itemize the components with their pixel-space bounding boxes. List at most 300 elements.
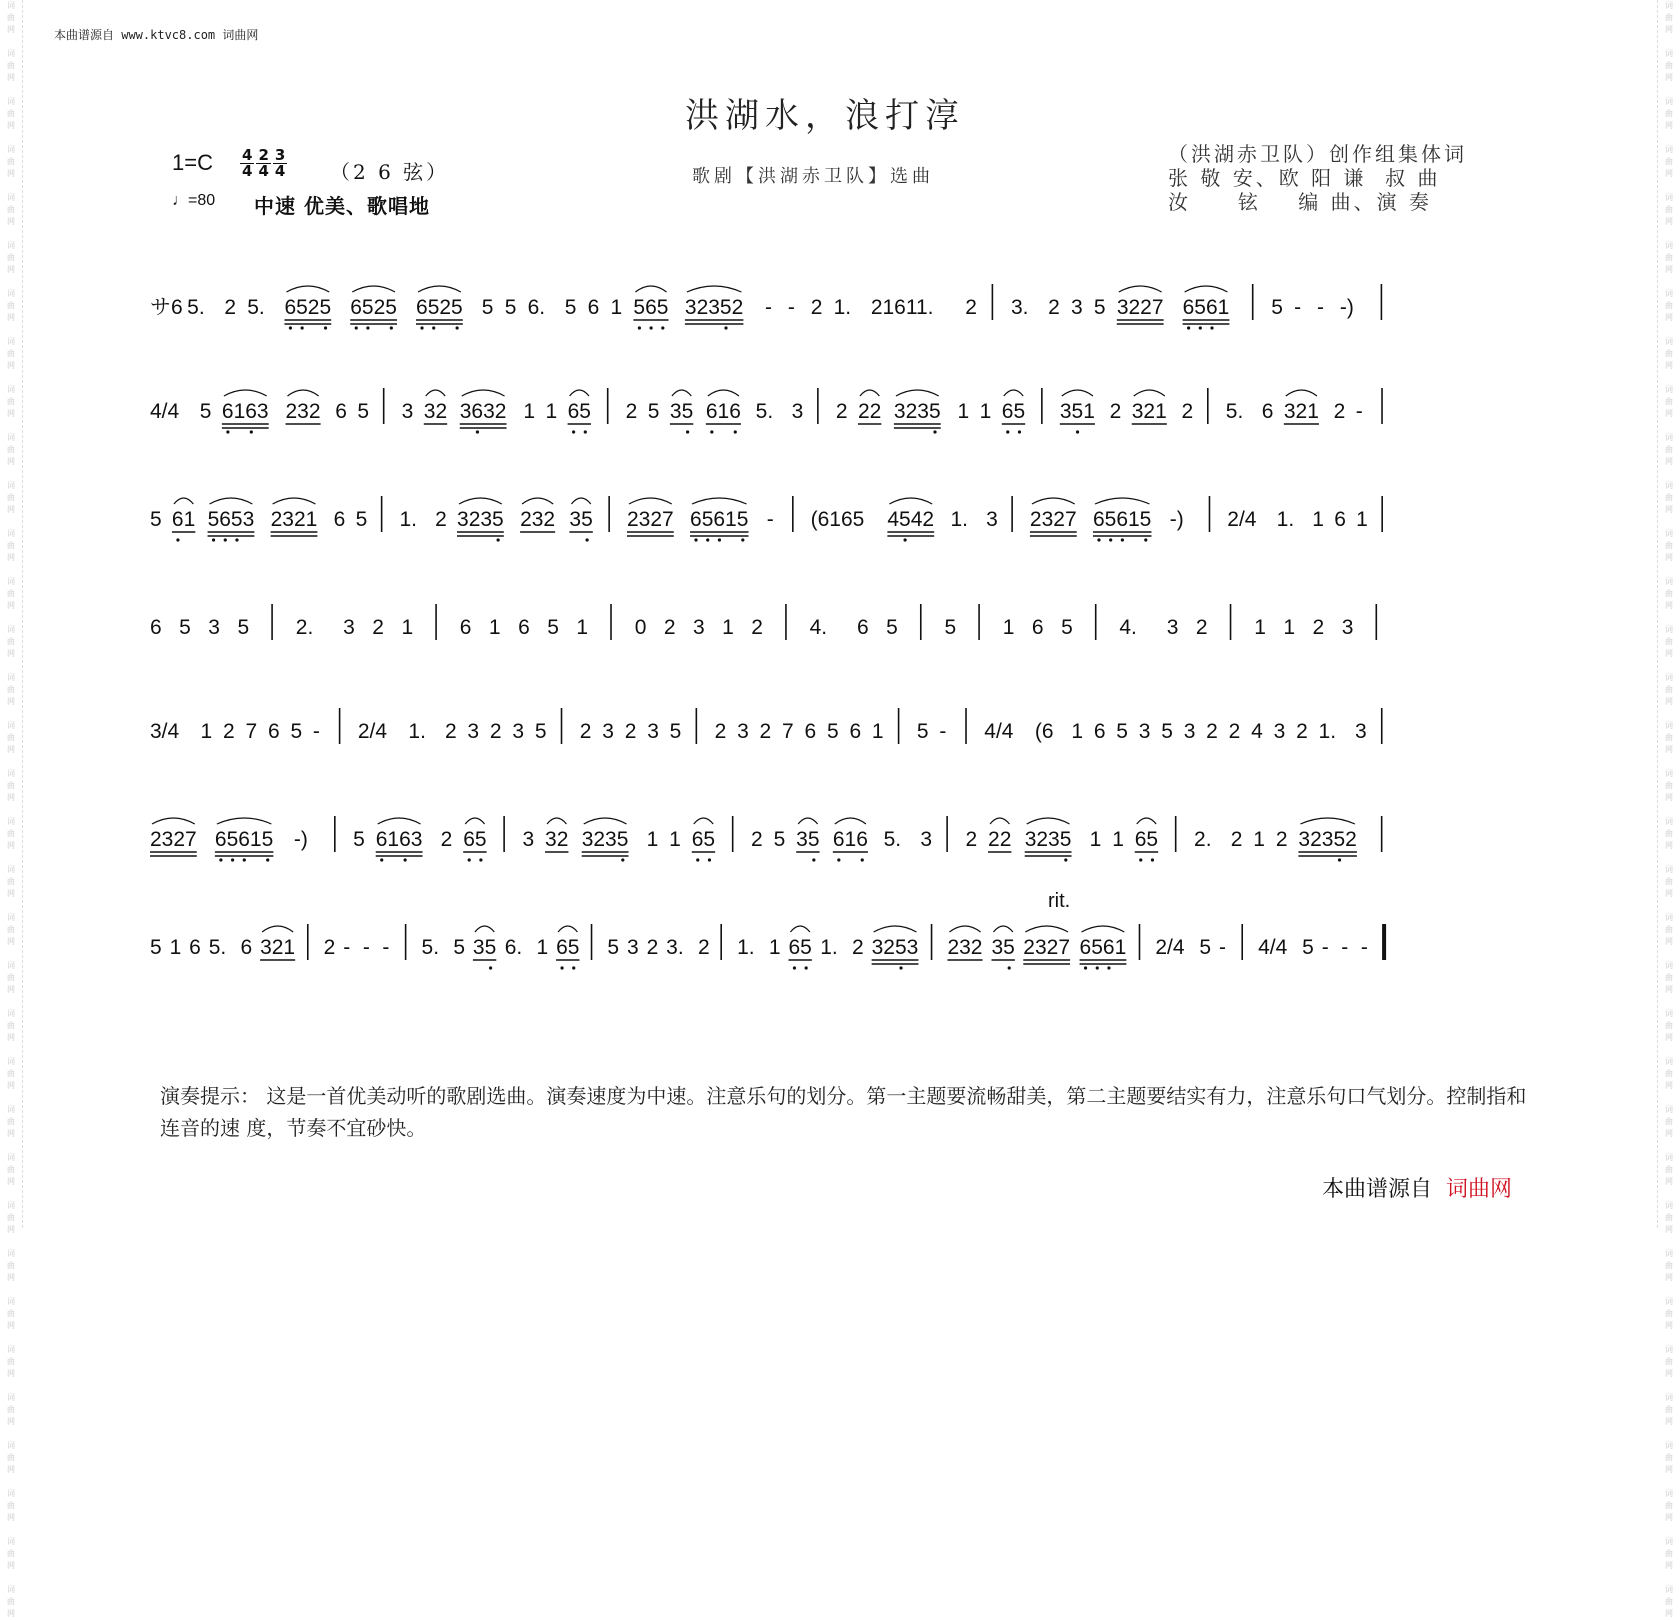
- slur: [635, 286, 666, 292]
- slur: [672, 390, 691, 396]
- note-group: 1: [610, 296, 623, 319]
- octave-dot: [650, 326, 653, 329]
- note-group: 4542: [887, 508, 935, 531]
- octave-dot: [456, 326, 459, 329]
- note-group: 5: [1161, 720, 1173, 743]
- note-group: 2: [624, 720, 637, 743]
- octave-dot: [1109, 538, 1112, 541]
- slur: [1095, 498, 1150, 504]
- octave-dot: [899, 966, 902, 969]
- note-group: -): [1169, 508, 1184, 531]
- octave-dot: [1097, 538, 1100, 541]
- note-group: (6: [1034, 720, 1054, 743]
- note-group: 6.: [504, 936, 523, 959]
- note-group: 232: [947, 936, 983, 959]
- note-group: 3: [401, 400, 414, 423]
- octave-dot: [741, 538, 744, 541]
- note-group: 5: [773, 828, 786, 851]
- note-group: 2.: [295, 616, 314, 639]
- note-group: -: [1218, 936, 1226, 959]
- octave-dot: [243, 858, 246, 861]
- note-group: 5: [1116, 720, 1128, 743]
- note-group: 35: [472, 936, 497, 959]
- note-group: 1: [536, 936, 549, 959]
- note-group: -: [1341, 936, 1349, 959]
- source-footer-label: 本曲谱源自: [1321, 1177, 1432, 1202]
- octave-dot: [1107, 966, 1110, 969]
- string-tuning: （2 6 弦）: [330, 160, 450, 184]
- slur: [475, 926, 494, 932]
- note-group: 2/4: [1227, 508, 1257, 531]
- note-group: 5.: [187, 296, 205, 319]
- note-group: 232: [520, 508, 556, 531]
- octave-dot: [1008, 966, 1011, 969]
- note-group: 2321: [270, 508, 318, 531]
- note-group: 2: [1195, 616, 1208, 639]
- slur: [896, 390, 939, 396]
- slur: [694, 818, 713, 824]
- octave-dot: [694, 538, 697, 541]
- note-group: 1.: [1276, 508, 1295, 531]
- note-group: 1: [1002, 616, 1015, 639]
- meter-2: $\frac{2}{4}$: [258, 146, 269, 180]
- octave-dot: [497, 538, 500, 541]
- note-group: 6: [333, 508, 346, 531]
- note-group: 2: [810, 296, 823, 319]
- octave-dot: [231, 858, 234, 861]
- note-group: 1: [1254, 616, 1266, 639]
- note-group: 6525: [350, 296, 397, 319]
- slur: [152, 818, 195, 824]
- credits: [1168, 142, 1467, 214]
- right-watermark-strip: 词 曲 网 词 曲 网 词 曲 网 词 曲 网 词 曲 网 词 曲 网 词 曲 网 词 曲 网 词 曲 网 词 曲 网 词 曲 网 词 曲 网 词 曲 网 词 曲 网 词 曲 网 词 曲 网 词 曲 网 词 曲 网 词 曲 网 词 曲 网 词 曲 网 词 曲 网 词 曲 网 词 曲 网 词 曲 网 词 曲 网 词 曲 网 词 曲 网 词 曲 网 词 曲 网 词 曲 网 词 曲 网 词 曲 网 词 曲 网: [1657, 0, 1680, 1228]
- slur: [522, 498, 553, 504]
- note-group: 1: [1089, 828, 1102, 851]
- octave-dot: [638, 326, 641, 329]
- slur: [465, 818, 484, 824]
- source-header: 本曲谱源自 www.ktvc8.com 词曲网: [54, 28, 259, 42]
- octave-dot: [212, 538, 215, 541]
- credit-composer: 张 敬 安、欧 阳 谦 叔 曲: [1168, 166, 1441, 190]
- note-group: 6561: [1182, 296, 1230, 319]
- note-group: 2/4: [1155, 936, 1185, 959]
- slur: [1300, 818, 1355, 824]
- note-group: -: [312, 720, 320, 743]
- octave-dot: [1187, 326, 1190, 329]
- octave-dot: [289, 326, 292, 329]
- note-group: 61: [171, 508, 196, 531]
- slur: [1137, 818, 1156, 824]
- note-group: 6: [518, 616, 530, 639]
- octave-dot: [837, 858, 840, 861]
- slur: [860, 390, 879, 396]
- octave-dot: [219, 858, 222, 861]
- note-group: -): [293, 828, 308, 851]
- note-group: 1: [1283, 616, 1296, 639]
- note-group: -: [787, 296, 795, 319]
- note-group: 2: [1048, 296, 1060, 319]
- note-group: 5: [607, 936, 620, 959]
- note-group: 6: [1093, 720, 1106, 743]
- note-group: 3: [602, 720, 614, 743]
- note-group: 2: [852, 936, 864, 959]
- note-group: 35: [669, 400, 694, 423]
- note-group: 2327: [150, 828, 197, 851]
- note-group: 65: [1134, 828, 1159, 851]
- note-group: 1: [957, 400, 970, 423]
- note-group: 7: [245, 720, 258, 743]
- octave-dot: [724, 326, 727, 329]
- octave-dot: [718, 538, 721, 541]
- note-group: 2: [751, 616, 763, 639]
- opera-subtitle: 歌剧【洪湖赤卫队】选曲: [692, 166, 934, 187]
- octave-dot: [903, 538, 906, 541]
- note-group: 4/4: [1258, 936, 1288, 959]
- note-group: 2: [714, 720, 727, 743]
- octave-dot: [706, 538, 709, 541]
- note-group: 6561: [1079, 936, 1127, 959]
- song-title: 洪湖水，浪打淳: [685, 96, 965, 136]
- slur: [629, 498, 672, 504]
- octave-dot: [933, 430, 936, 433]
- note-group: 65: [556, 936, 580, 959]
- note-group: 1: [1253, 828, 1265, 851]
- note-group: 32: [423, 400, 448, 423]
- octave-dot: [586, 538, 589, 541]
- ritardando-mark: rit.: [1048, 890, 1071, 912]
- slur: [790, 926, 809, 932]
- octave-dot: [324, 326, 327, 329]
- note-group: 3: [467, 720, 480, 743]
- note-group: 3: [1138, 720, 1151, 743]
- octave-dot: [710, 430, 713, 433]
- note-group: 6: [240, 936, 253, 959]
- note-group: 7: [782, 720, 794, 743]
- note-group: -: [1294, 296, 1302, 319]
- note-group: 1: [871, 720, 884, 743]
- note-group: 3/4: [150, 720, 180, 743]
- note-group: 5: [1061, 616, 1073, 639]
- expression-mark: 中速 优美、歌唱地: [254, 194, 430, 218]
- note-group: 2: [663, 616, 676, 639]
- note-group: 5.: [208, 936, 227, 959]
- slur: [1082, 926, 1125, 932]
- note-group: 2: [435, 508, 447, 531]
- note-group: 0: [634, 616, 647, 639]
- score-line: [0, 400, 1680, 423]
- octave-dot: [266, 858, 269, 861]
- note-group: 65615: [690, 508, 749, 531]
- slur: [708, 390, 739, 396]
- slur: [1185, 286, 1228, 292]
- note-group: 2: [323, 936, 336, 959]
- note-group: 1.: [950, 508, 968, 531]
- note-group: 5: [481, 296, 494, 319]
- note-group: 616: [705, 400, 741, 423]
- note-group: 2.: [1194, 828, 1212, 851]
- octave-dot: [176, 538, 179, 541]
- note-group: -: [764, 296, 772, 319]
- note-group: 3: [1273, 720, 1286, 743]
- credit-arranger: 汝 铉 编 曲、演 奏: [1168, 190, 1432, 214]
- note-group: 5653: [207, 508, 255, 531]
- note-group: 5: [1093, 296, 1106, 319]
- note-group: 5.: [1225, 400, 1244, 423]
- note-group: 1.: [820, 936, 838, 959]
- slur: [558, 926, 577, 932]
- octave-dot: [479, 858, 482, 861]
- note-group: 6: [459, 616, 472, 639]
- slur: [990, 818, 1009, 824]
- note-group: 65: [691, 828, 716, 851]
- note-group: 1: [488, 616, 501, 639]
- note-group: 65: [1001, 400, 1026, 423]
- note-group: 3235: [457, 508, 504, 531]
- note-group: 22: [988, 828, 1012, 851]
- note-group: 5: [647, 400, 660, 423]
- note-group: 3: [647, 720, 659, 743]
- note-group: 35: [796, 828, 820, 851]
- slur: [1062, 390, 1093, 396]
- note-group: 2: [372, 616, 384, 639]
- slur: [687, 286, 742, 292]
- note-group: 3632: [459, 400, 507, 423]
- note-group: 5.: [247, 296, 265, 319]
- score-line: [0, 508, 1680, 531]
- note-group: 5: [547, 616, 559, 639]
- octave-dot: [235, 538, 238, 541]
- note-group: 2: [1275, 828, 1288, 851]
- slur: [210, 498, 253, 504]
- slur: [288, 390, 319, 396]
- octave-dot: [734, 430, 737, 433]
- octave-dot: [1064, 858, 1067, 861]
- note-group: 2: [489, 720, 502, 743]
- slur: [547, 818, 566, 824]
- octave-dot: [1096, 966, 1099, 969]
- note-group: 1: [401, 616, 414, 639]
- note-group: 6: [1334, 508, 1346, 531]
- note-group: 1: [1112, 828, 1124, 851]
- octave-dot: [224, 538, 227, 541]
- octave-dot: [420, 326, 423, 329]
- note-group: 2: [751, 828, 763, 851]
- slur: [798, 818, 817, 824]
- score-line: [0, 296, 1680, 319]
- octave-dot: [861, 858, 864, 861]
- note-group: 6163: [221, 400, 269, 423]
- octave-dot: [1084, 966, 1087, 969]
- note-group: 1: [200, 720, 213, 743]
- note-group: (6165: [810, 508, 865, 531]
- note-group: 1: [576, 616, 589, 639]
- octave-dot: [489, 966, 492, 969]
- score-line: [0, 720, 1680, 743]
- note-group: 4.: [1119, 616, 1137, 639]
- note-group: 3235: [893, 400, 941, 423]
- note-group: 5: [150, 936, 162, 959]
- source-footer-site: 词曲网: [1445, 1177, 1512, 1202]
- note-group: 6: [804, 720, 817, 743]
- slur: [835, 818, 866, 824]
- note-group: -: [766, 508, 774, 531]
- note-group: 2: [579, 720, 592, 743]
- note-group: 3: [627, 936, 639, 959]
- note-group: -: [1321, 936, 1329, 959]
- note-group: 5: [504, 296, 517, 319]
- slur: [459, 498, 502, 504]
- note-group: 4.: [809, 616, 828, 639]
- note-group: 1: [1312, 508, 1324, 531]
- note-group: 5.: [421, 936, 440, 959]
- octave-dot: [1144, 538, 1147, 541]
- octave-dot: [661, 326, 664, 329]
- note-group: 2: [224, 296, 237, 319]
- note-group: 2: [625, 400, 638, 423]
- note-group: 1: [1356, 508, 1368, 531]
- slur: [571, 498, 590, 504]
- note-group: 1: [722, 616, 734, 639]
- note-group: 1: [1071, 720, 1084, 743]
- octave-dot: [1199, 326, 1202, 329]
- note-group: 616: [832, 828, 868, 851]
- note-group: 22: [857, 400, 882, 423]
- note-group: 3: [791, 400, 804, 423]
- left-watermark-strip: 词 曲 网 词 曲 网 词 曲 网 词 曲 网 词 曲 网 词 曲 网 词 曲 网 词 曲 网 词 曲 网 词 曲 网 词 曲 网 词 曲 网 词 曲 网 词 曲 网 词 曲 网 词 曲 网 词 曲 网 词 曲 网 词 曲 网 词 曲 网 词 曲 网 词 曲 网 词 曲 网 词 曲 网 词 曲 网 词 曲 网 词 曲 网 词 曲 网 词 曲 网 词 曲 网 词 曲 网 词 曲 网 词 曲 网 词 曲 网: [0, 0, 23, 1228]
- note-group: 1.: [1318, 720, 1337, 743]
- note-group: 2: [1109, 400, 1122, 423]
- octave-dot: [805, 966, 808, 969]
- note-group: 3: [693, 616, 705, 639]
- note-group: 5: [564, 296, 577, 319]
- slur: [262, 926, 293, 932]
- note-group: 6525: [284, 296, 332, 319]
- note-group: 3: [920, 828, 933, 851]
- note-group: 321: [1131, 400, 1167, 423]
- note-group: 6.: [527, 296, 546, 319]
- note-group: 32: [545, 828, 569, 851]
- note-group: 1.: [399, 508, 417, 531]
- octave-dot: [696, 858, 699, 861]
- note-group: -: [343, 936, 351, 959]
- note-group: 1.: [737, 936, 755, 959]
- note-group: 232: [285, 400, 321, 423]
- octave-dot: [793, 966, 796, 969]
- note-group: 2: [1230, 828, 1243, 851]
- slur: [993, 926, 1012, 932]
- slur: [352, 286, 395, 292]
- octave-dot: [584, 430, 587, 433]
- note-group: -: [1360, 936, 1368, 959]
- credit-lyrics: （洪湖赤卫队）创作组集体词: [1168, 142, 1467, 166]
- note-group: 2327: [1029, 508, 1077, 531]
- octave-dot: [366, 326, 369, 329]
- octave-dot: [250, 430, 253, 433]
- note-group: 4/4: [150, 400, 180, 423]
- octave-dot: [432, 326, 435, 329]
- note-group: 4: [1251, 720, 1263, 743]
- note-group: 2: [835, 400, 848, 423]
- note-group: 6: [1031, 616, 1044, 639]
- note-group: 5: [916, 720, 929, 743]
- octave-dot: [686, 430, 689, 433]
- note-group: 1.: [408, 720, 426, 743]
- note-group: 5: [453, 936, 466, 959]
- note-group: 5.: [755, 400, 774, 423]
- note-group: 6: [856, 616, 869, 639]
- performance-notes: 演奏提示： 这是一首优美动听的歌剧选曲。演奏速度为中速。注意乐句的划分。第一主题要流畅甜美，第二主题要结实有力，注意乐句口气划分。控制指和连音的速 度，节奏不宜砂快。: [160, 1084, 1527, 1140]
- slur: [1004, 390, 1023, 396]
- note-group: 2: [223, 720, 235, 743]
- slur: [949, 926, 980, 932]
- note-group: 6: [335, 400, 347, 423]
- note-group: 5: [944, 616, 957, 639]
- octave-dot: [390, 326, 393, 329]
- note-group: 32352: [1298, 828, 1357, 851]
- time-signatures: [240, 148, 287, 179]
- note-group: -: [362, 936, 370, 959]
- note-group: 5: [199, 400, 212, 423]
- note-group: 32352: [684, 296, 744, 319]
- slur: [286, 286, 329, 292]
- score-line: [0, 936, 1680, 959]
- meter-3: $\frac{3}{4}$: [274, 146, 286, 180]
- slur: [889, 498, 932, 504]
- slur: [1032, 498, 1075, 504]
- score-line: [0, 616, 1680, 639]
- slur: [462, 390, 505, 396]
- note-group: 3235: [1024, 828, 1072, 851]
- note-group: 1.: [833, 296, 852, 319]
- note-group: 1: [646, 828, 659, 851]
- note-group: 3: [1341, 616, 1354, 639]
- slur: [570, 390, 589, 396]
- note-group: 6: [150, 616, 162, 639]
- note-group: 3253: [871, 936, 919, 959]
- note-group: -: [939, 720, 947, 743]
- octave-dot: [468, 858, 471, 861]
- slur: [378, 818, 421, 824]
- note-group: 2: [1312, 616, 1325, 639]
- note-group: 2: [1296, 720, 1308, 743]
- score-line: [0, 828, 1680, 851]
- note-group: 321: [260, 936, 296, 959]
- note-group: 4/4: [984, 720, 1014, 743]
- note-group: 2: [646, 936, 659, 959]
- octave-dot: [1151, 858, 1154, 861]
- tempo-mark: ♩=80: [172, 192, 216, 209]
- octave-dot: [301, 326, 304, 329]
- slur: [1119, 286, 1162, 292]
- octave-dot: [476, 430, 479, 433]
- note-group: -: [1355, 400, 1363, 423]
- slur: [1027, 818, 1070, 824]
- note-group: 2327: [626, 508, 674, 531]
- octave-dot: [812, 858, 815, 861]
- octave-dot: [1076, 430, 1079, 433]
- note-group: 3: [1071, 296, 1083, 319]
- slur: [874, 926, 917, 932]
- note-group: 65: [463, 828, 487, 851]
- note-group: 6: [267, 720, 280, 743]
- note-group: 3: [512, 720, 525, 743]
- note-group: 5: [179, 616, 191, 639]
- octave-dot: [404, 858, 407, 861]
- note-group: 2: [1228, 720, 1241, 743]
- note-group: 35: [991, 936, 1015, 959]
- key-signature: 1=C: [172, 150, 213, 175]
- note-group: 2: [965, 296, 977, 319]
